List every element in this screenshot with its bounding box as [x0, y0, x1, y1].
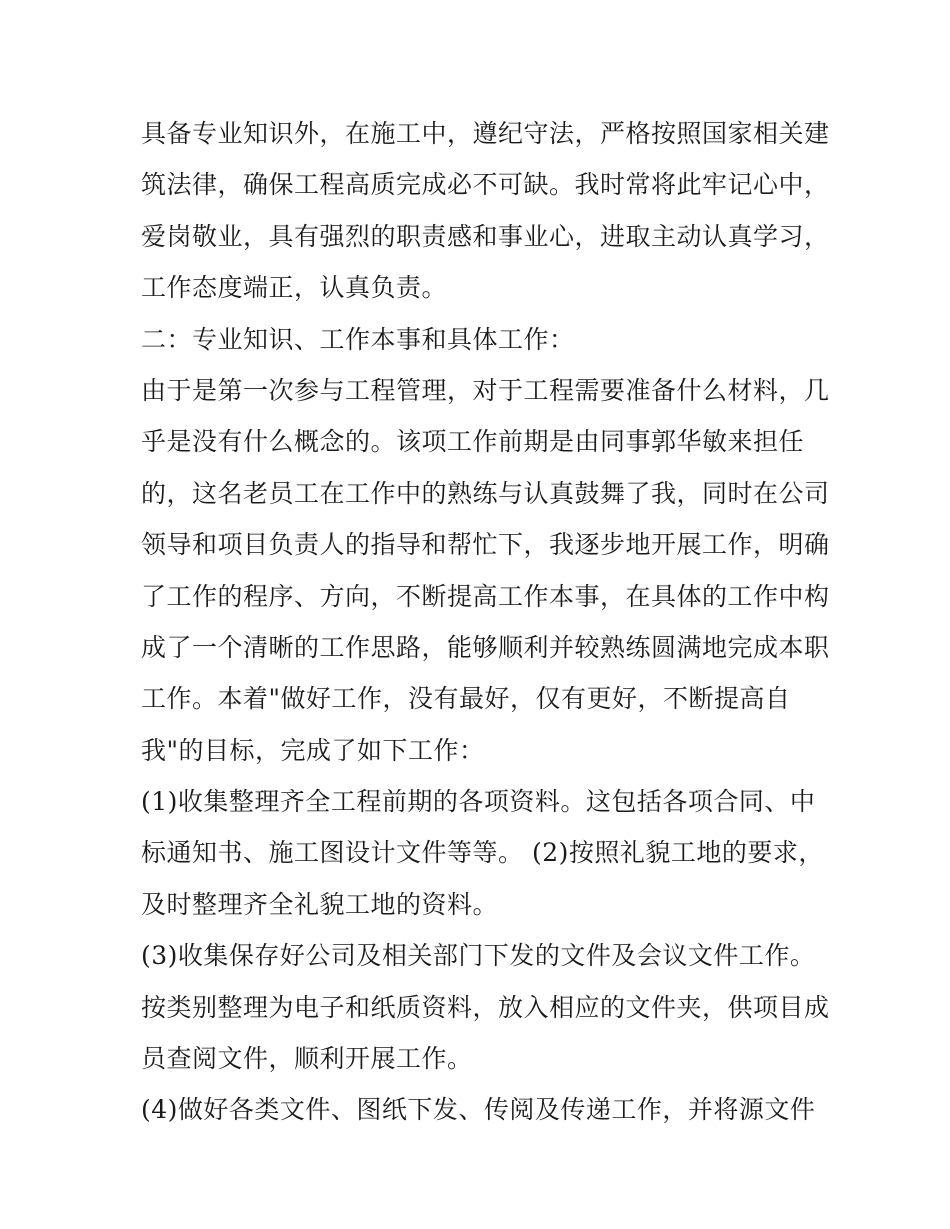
text-line: 成了一个清晰的工作思路，能够顺利并较熟练圆满地完成本职	[141, 632, 830, 662]
list-item-line: 标通知书、施工图设计文件等等。 (2)按照礼貌工地的要求，	[141, 838, 824, 868]
text-line: 工作态度端正，认真负责。	[141, 273, 448, 303]
list-item-line: (4)做好各类文件、图纸下发、传阅及传递工作，并将源文件	[141, 1095, 816, 1125]
body-text	[141, 108, 830, 1136]
text-line: 工作。本着"做好工作，没有最好，仅有更好，不断提高自	[141, 684, 791, 714]
text-line: 领导和项目负责人的指导和帮忙下，我逐步地开展工作，明确	[141, 530, 830, 560]
list-item-line: (3)收集保存好公司及相关部门下发的文件及会议文件工作。	[141, 941, 816, 971]
text-line: 我"的目标，完成了如下工作：	[141, 735, 485, 765]
text-line: 具备专业知识外，在施工中，遵纪守法，严格按照国家相关建	[141, 119, 830, 148]
list-item-line: 按类别整理为电子和纸质资料，放入相应的文件夹，供项目成	[141, 992, 830, 1022]
text-line: 筑法律，确保工程高质完成必不可缺。我时常将此牢记心中，	[141, 170, 830, 200]
text-line: 了工作的程序、方向，不断提高工作本事，在具体的工作中构	[141, 581, 830, 611]
text-line: 爱岗敬业，具有强烈的职责感和事业心，进取主动认真学习，	[141, 221, 830, 251]
text-line: 由于是第一次参与工程管理，对于工程需要准备什么材料，几	[141, 375, 830, 405]
text-line: 乎是没有什么概念的。该项工作前期是由同事郭华敏来担任	[141, 427, 805, 457]
list-item-line: 员查阅文件，顺利开展工作。	[141, 1044, 473, 1074]
text-line: 的，这名老员工在工作中的熟练与认真鼓舞了我，同时在公司	[141, 478, 830, 508]
list-item-line: 及时整理齐全礼貌工地的资料。	[141, 889, 499, 919]
list-item-line: (1)收集整理齐全工程前期的各项资料。这包括各项合同、中	[141, 787, 816, 817]
section-heading: 二：专业知识、工作本事和具体工作：	[141, 324, 575, 354]
